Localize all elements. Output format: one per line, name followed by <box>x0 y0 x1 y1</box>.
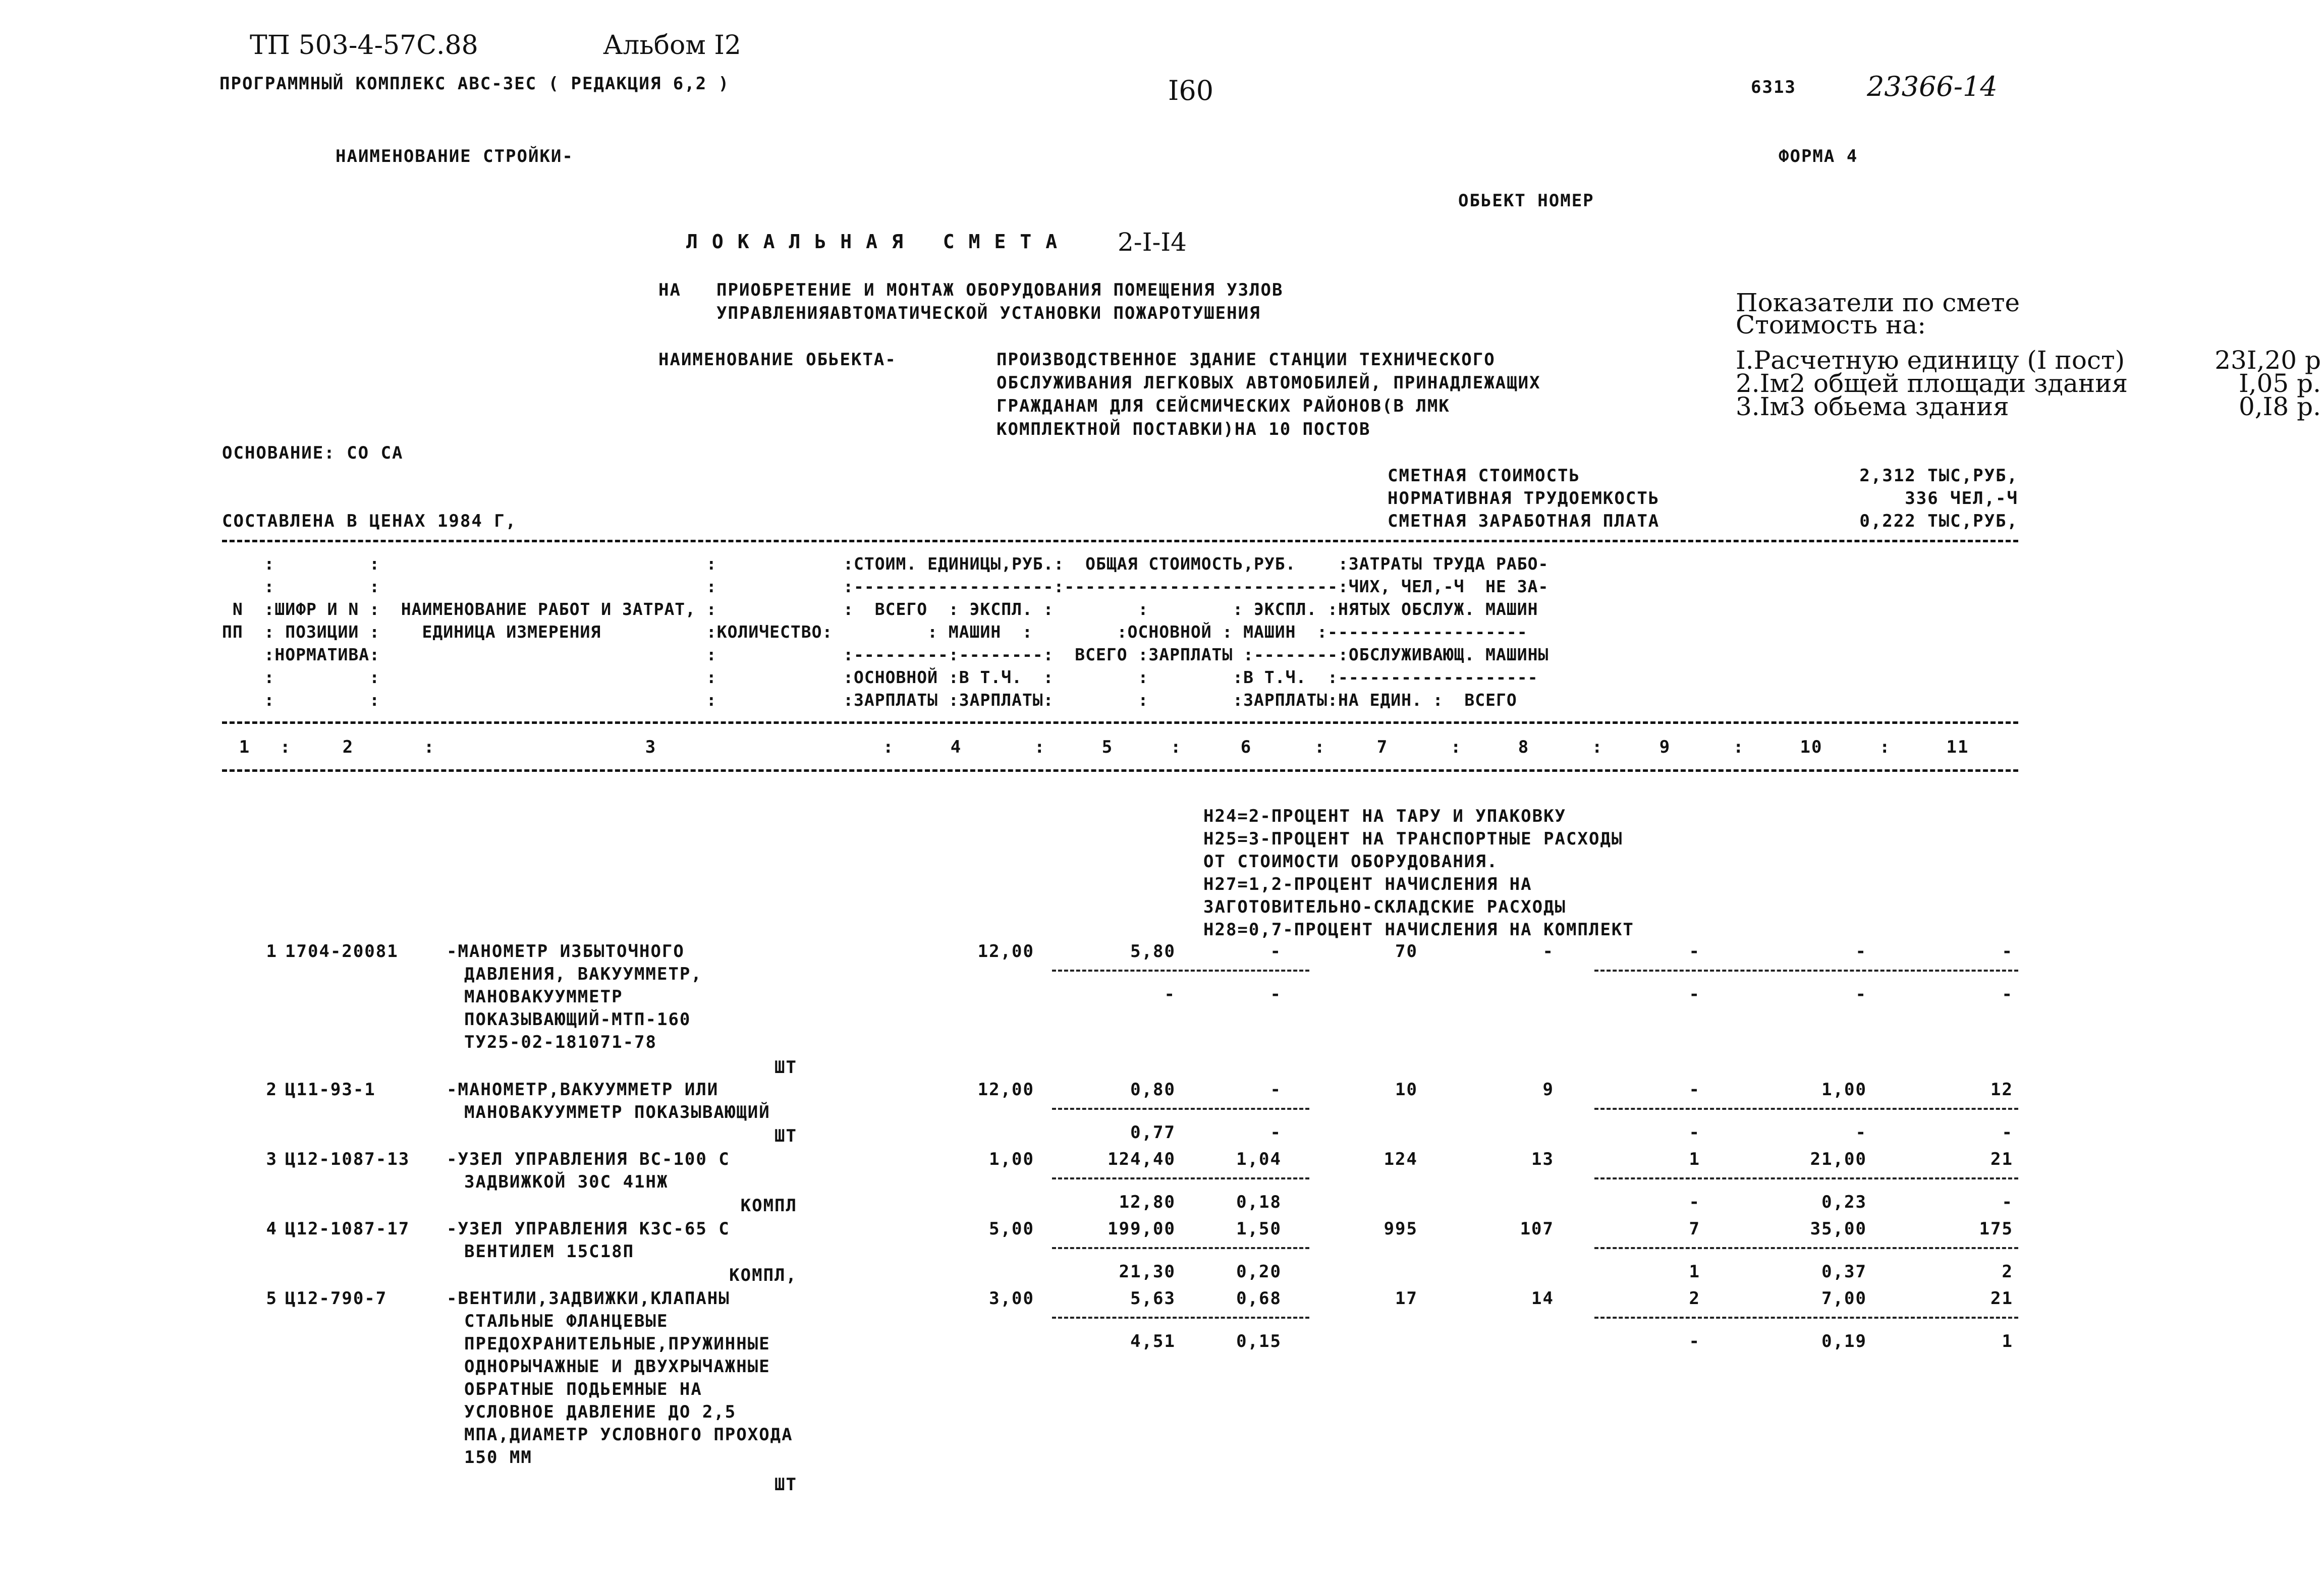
note-line: Н27=1,2-ПРОЦЕНТ НАЧИСЛЕНИЯ НА <box>1203 874 1532 894</box>
indicator-value-3: 0,I8 р. <box>2238 392 2321 421</box>
row-name-line: ПОКАЗЫВАЮЩИЙ-МТП-160 <box>464 1009 691 1030</box>
row-total-wages: 9 <box>1542 1080 1554 1100</box>
row-labor-unit: 1,00 <box>1821 1080 1867 1100</box>
row-sub-labor-total: 1 <box>2002 1331 2013 1351</box>
row-unit-total: 5,63 <box>1130 1288 1176 1309</box>
row-name-line: МПА,ДИАМЕТР УСЛОВНОГО ПРОХОДА <box>464 1425 793 1445</box>
header-bottom-rule <box>222 769 2018 772</box>
for-line-1: ПРИОБРЕТЕНИЕ И МОНТАЖ ОБОРУДОВАНИЯ ПОМЕЩЕНИЯ УЗЛОВ <box>716 280 1284 300</box>
row-sub-machine-wages: 0,20 <box>1236 1262 1282 1282</box>
row-total-wages: 14 <box>1531 1288 1554 1309</box>
tp-code: ТП 503-4-57С.88 <box>250 30 478 61</box>
row-labor-total: 175 <box>1979 1219 2013 1239</box>
row-name-line: -УЗЕЛ УПРАВЛЕНИЯ ВС-100 С <box>447 1149 730 1169</box>
col-number-6: 6 <box>1240 737 1252 757</box>
row-labor-unit: 7,00 <box>1821 1288 1867 1309</box>
note-line: Н25=3-ПРОЦЕНТ НА ТРАНСПОРТНЫЕ РАСХОДЫ <box>1203 829 1623 849</box>
table-header-line: : : : :СТОИМ. ЕДИНИЦЫ,РУБ.: ОБЩАЯ СТОИМОСТЬ,РУБ. :ЗАТРАТЫ ТРУДА РАБО- <box>222 554 1549 574</box>
row-sub-total-machine-wages: - <box>1689 1192 1700 1212</box>
row-sub-machine-wages: 0,18 <box>1236 1192 1282 1212</box>
program-line: ПРОГРАММНЫЙ КОМПЛЕКС АВС-3ЕС ( РЕДАКЦИЯ 6,2 ) <box>219 74 730 94</box>
row-sub-machine-wages: - <box>1270 1122 1282 1143</box>
table-header-line: ПП : ПОЗИЦИИ : ЕДИНИЦА ИЗМЕРЕНИЯ :КОЛИЧЕСТВО: : МАШИН : :ОСНОВНОЙ : МАШИН :------------------- <box>222 622 1528 642</box>
row-name-line: СТАЛЬНЫЕ ФЛАНЦЕВЫЕ <box>464 1311 669 1331</box>
header-mid-rule <box>222 721 2018 724</box>
row-total-machines: 2 <box>1689 1288 1700 1309</box>
document-code: 6313 <box>1751 77 1796 97</box>
row-name-line: -УЗЕЛ УПРАВЛЕНИЯ КЗС-65 С <box>447 1219 730 1239</box>
row-total-machines: - <box>1689 941 1700 962</box>
row-unit: КОМПЛ, <box>729 1265 797 1285</box>
row-labor-total: 21 <box>1990 1288 2013 1309</box>
table-header-line: N :ШИФР И N : НАИМЕНОВАНИЕ РАБОТ И ЗАТРАТ, : : ВСЕГО : ЭКСПЛ. : : : ЭКСПЛ. :НЯТЫХ ОБСЛУЖ. МАШИН <box>222 599 1538 619</box>
row-quantity: 12,00 <box>977 1080 1034 1100</box>
row-sub-labor-unit: 0,37 <box>1821 1262 1867 1282</box>
row-sub-labor-total: - <box>2002 1192 2013 1212</box>
row-sub-wages: 21,30 <box>1119 1262 1176 1282</box>
page-number: I60 <box>1168 75 1214 106</box>
col-number-8: 8 <box>1518 737 1530 757</box>
col-number-11: 11 <box>1946 737 1969 757</box>
row-labor-unit: 21,00 <box>1810 1149 1867 1169</box>
row-name-line: -МАНОМЕТР ИЗБЫТОЧНОГО <box>447 941 685 962</box>
indicator-value-1: 23I,20 р <box>2215 346 2321 375</box>
summary-value-3: 0,222 ТЫС,РУБ, <box>1859 511 2018 531</box>
table-header-line: : : : :ЗАРПЛАТЫ :ЗАРПЛАТЫ: : :ЗАРПЛАТЫ:НА ЕДИН. : ВСЕГО <box>222 690 1517 710</box>
row-unit-machines: 0,68 <box>1236 1288 1282 1309</box>
summary-label-1: СМЕТНАЯ СТОИМОСТЬ <box>1388 466 1580 486</box>
row-name-line: ТУ25-02-181071-78 <box>464 1032 657 1052</box>
object-number-label: ОБЬЕКТ НОМЕР <box>1458 191 1594 211</box>
row-name-line: -ВЕНТИЛИ,ЗАДВИЖКИ,КЛАПАНЫ <box>447 1288 730 1309</box>
summary-label-3: СМЕТНАЯ ЗАРАБОТНАЯ ПЛАТА <box>1388 511 1660 531</box>
estimate-page: ТП 503-4-57С.88 Альбом I2 ПРОГРАММНЫЙ КОМПЛЕКС АВС-3ЕС ( РЕДАКЦИЯ 6,2 ) I60 6313 23366-14 НАИМЕНОВАНИЕ СТРОЙКИ- ФОРМА 4 ОБЬЕКТ НОМЕР ЛОКАЛЬНАЯ СМЕТА 2-I-I4 НА ПРИОБРЕТЕНИЕ И МОНТАЖ ОБОРУДОВАНИЯ ПОМЕЩЕНИЯ УЗЛОВ УПРАВЛЕНИЯАВТОМАТИЧЕСКОЙ УСТАНОВКИ ПОЖАРОТУШЕНИЯ НАИМЕНОВАНИЕ ОБЬЕКТА- ПРОИЗВОДСТВЕННОЕ ЗДАНИЕ СТАНЦИИ ТЕХНИЧЕСКОГО ОБСЛУЖИВАНИЯ ЛЕГКОВЫХ АВТОМОБИЛЕЙ, ПРИНАДЛЕЖАЩИХ ГРАЖДАНАМ ДЛЯ СЕЙСМИЧЕСКИХ РАЙОНОВ(В ЛМК КОМПЛЕКТНОЙ ПОСТАВКИ)НА 10 ПОСТОВ Показатели по смете Стоимость на: I.Расчетную единицу (I пост) 23I,20 р 2.Iм2 общей площади здания I,05 р. 3.Iм3 обьема здания 0,I8 р. ОСНОВАНИЕ: СО СА СМЕТНАЯ СТОИМОСТЬ 2,312 ТЫС,РУБ, НОРМАТИВНАЯ ТРУДОЕМКОСТЬ 336 ЧЕЛ,-Ч СОСТАВЛЕНА В ЦЕНАХ 1984 Г, СМЕТНАЯ ЗАРАБОТНАЯ ПЛАТА 0,222 ТЫС,РУБ, : : : :СТОИМ. ЕДИНИЦЫ,РУБ.: ОБЩАЯ СТОИМОСТЬ,РУБ. :ЗАТРАТЫ ТРУДА РАБО- : : : :-------------------:--------------------------:ЧИХ, ЧЕЛ,-Ч НЕ ЗА- N :ШИФР И N : НАИМЕНОВАНИЕ РАБОТ И ЗАТРАТ, : : ВСЕГО : ЭКСПЛ. : : : ЭКСПЛ. :НЯТЫХ ОБСЛУЖ. МАШИН ПП : ПОЗИЦИИ : ЕДИНИЦА ИЗМЕРЕНИЯ :КОЛИЧЕСТВО: : МАШИН : :ОСНОВНОЙ : МАШИН :------------------- :НОРМАТИВА: : :---------:--------: ВСЕГО :ЗАРПЛАТЫ :--------:ОБСЛУЖИВАЮЩ. МАШИНЫ : : : :ОСНОВНОЙ :В Т.Ч. : : :В Т.Ч. :------------------- : : : :ЗАРПЛАТЫ :ЗАРПЛАТЫ: : :ЗАРПЛАТЫ:НА ЕДИН. : ВСЕГО 1 2 3 4 5 6 7 8 9 10 11 : : : : : : : : : : Н24=2-ПРОЦЕНТ НА ТАРУ И УПАКОВКУ Н25=3-ПРОЦЕНТ НА ТРАНСПОРТНЫЕ РАСХОДЫ ОТ СТОИМОСТИ ОБОРУДОВАНИЯ. Н27=1,2-ПРОЦЕНТ НАЧИСЛЕНИЯ НА ЗАГОТОВИТЕЛЬНО-СКЛАДСКИЕ РАСХОДЫ Н28=0,7-ПРОЦЕНТ НАЧИСЛЕНИЯ НА КОМПЛЕКТ 1 1704-20081 -МАНОМЕТР ИЗБЫТОЧНОГО ДАВЛЕНИЯ, ВАКУУММЕТР, МАНОВАКУУММЕТР ПОКАЗЫВАЮЩИЙ-МТП-160 ТУ25-02-181071-78 ШТ 12,00 5,80 - 70 - - - - - - - - - 2 Ц11-93-1 -МАНОМЕТР,ВАКУУММЕТР ИЛИ МАНОВАКУУММЕТР ПОКАЗЫВАЮЩИЙ ШТ 12,00 0,80 - 10 9 - 1,00 12 0,77 - - - - 3 Ц12-1087-13 -УЗЕЛ УПРАВЛЕНИЯ ВС-100 С ЗАДВИЖКОЙ 30С 41НЖ КОМПЛ 1,00 124,40 1,04 124 13 1 21,00 21 12,80 0,18 - 0,23 - 4 Ц12-1087-17 -УЗЕЛ УПРАВЛЕНИЯ КЗС-65 С ВЕНТИЛЕМ 15С18П КОМПЛ, 5,00 199,00 1,50 995 107 7 35,00 175 21,30 0,20 1 0,37 2 5 Ц12-790-7 -ВЕНТИЛИ,ЗАДВИЖКИ,КЛАПАНЫ СТАЛЬНЫЕ ФЛАНЦЕВЫЕ ПРЕДОХРАНИТЕЛЬНЫЕ,ПРУЖИННЫЕ ОДНОРЫЧАЖНЫЕ И ДВУХРЫЧАЖНЫЕ ОБРАТНЫЕ ПОДЬЕМНЫЕ НА УСЛОВНОЕ ДАВЛЕНИЕ ДО 2,5 МПА,ДИАМЕТР УСЛОВНОГО ПРОХОДА 150 ММ ШТ 3,00 5,63 0,68 17 14 2 7,00 21 4,51 0,15 - 0,19 1 <box>0 0 2324 1579</box>
indicator-label-3: 3.Iм3 обьема здания <box>1736 392 2009 421</box>
row-sub-wages: 0,77 <box>1130 1122 1176 1143</box>
row-sub-total-machine-wages: - <box>1689 984 1700 1004</box>
row-quantity: 3,00 <box>989 1288 1034 1309</box>
for-line-2: УПРАВЛЕНИЯАВТОМАТИЧЕСКОЙ УСТАНОВКИ ПОЖАРОТУШЕНИЯ <box>716 303 1261 323</box>
estimate-number: 2-I-I4 <box>1118 228 1187 257</box>
row-total: 124 <box>1384 1149 1418 1169</box>
row-total-wages: 13 <box>1531 1149 1554 1169</box>
note-line: Н28=0,7-ПРОЦЕНТ НАЧИСЛЕНИЯ НА КОМПЛЕКТ <box>1203 920 1634 940</box>
row-code: 1704-20081 <box>285 941 399 962</box>
row-number: 5 <box>266 1288 278 1309</box>
row-unit-machines: 1,50 <box>1236 1219 1282 1239</box>
col-number-10: 10 <box>1800 737 1823 757</box>
handwritten-number: 23366-14 <box>1867 71 1998 102</box>
table-header <box>222 552 1548 711</box>
row-sub-labor-unit: - <box>1855 1122 1867 1143</box>
row-name-line: УСЛОВНОЕ ДАВЛЕНИЕ ДО 2,5 <box>464 1402 737 1422</box>
row-unit-machines: - <box>1270 1080 1282 1100</box>
row-code: Ц12-1087-13 <box>285 1149 410 1169</box>
row-sub-machine-wages: 0,15 <box>1236 1331 1282 1351</box>
row-quantity: 1,00 <box>989 1149 1034 1169</box>
row-name-line: 150 ММ <box>464 1447 532 1468</box>
row-unit-total: 124,40 <box>1108 1149 1176 1169</box>
row-sub-total-machine-wages: 1 <box>1689 1262 1700 1282</box>
row-name-line: ОБРАТНЫЕ ПОДЬЕМНЫЕ НА <box>464 1379 702 1399</box>
indicators-title-1: Показатели по смете <box>1736 288 2020 317</box>
object-line-3: ГРАЖДАНАМ ДЛЯ СЕЙСМИЧЕСКИХ РАЙОНОВ(В ЛМК <box>997 396 1450 416</box>
col-number-3: 3 <box>645 737 657 757</box>
row-name-line: ЗАДВИЖКОЙ 30С 41НЖ <box>464 1172 669 1192</box>
row-labor-unit: 35,00 <box>1810 1219 1867 1239</box>
col-number-9: 9 <box>1659 737 1671 757</box>
row-unit-machines: - <box>1270 941 1282 962</box>
row-name-line: МАНОВАКУУММЕТР ПОКАЗЫВАЮЩИЙ <box>464 1102 770 1122</box>
row-total-machines: - <box>1689 1080 1700 1100</box>
row-sub-labor-total: - <box>2002 1122 2013 1143</box>
col-number-5: 5 <box>1101 737 1114 757</box>
row-total-wages: 107 <box>1520 1219 1554 1239</box>
album-label: Альбом I2 <box>603 30 741 61</box>
row-total-machines: 7 <box>1689 1219 1700 1239</box>
table-header-line: : : : :ОСНОВНОЙ :В Т.Ч. : : :В Т.Ч. :------------------- <box>222 667 1538 687</box>
row-total: 995 <box>1384 1219 1418 1239</box>
row-labor-total: 21 <box>1990 1149 2013 1169</box>
row-total-wages: - <box>1542 941 1554 962</box>
object-line-1: ПРОИЗВОДСТВЕННОЕ ЗДАНИЕ СТАНЦИИ ТЕХНИЧЕСКОГО <box>997 350 1496 370</box>
row-code: Ц11-93-1 <box>285 1080 376 1100</box>
row-quantity: 12,00 <box>977 941 1034 962</box>
row-total-machines: 1 <box>1689 1149 1700 1169</box>
indicators-title-2: Стоимость на: <box>1736 310 1926 340</box>
table-header-line: :НОРМАТИВА: : :---------:--------: ВСЕГО :ЗАРПЛАТЫ :--------:ОБСЛУЖИВАЮЩ. МАШИНЫ <box>222 645 1549 664</box>
row-sub-machine-wages: - <box>1270 984 1282 1004</box>
row-sub-wages: 12,80 <box>1119 1192 1176 1212</box>
row-labor-unit: - <box>1855 941 1867 962</box>
row-name-line: -МАНОМЕТР,ВАКУУММЕТР ИЛИ <box>447 1080 719 1100</box>
row-total: 70 <box>1395 941 1418 962</box>
table-header-line: : : : :-------------------:--------------------------:ЧИХ, ЧЕЛ,-Ч НЕ ЗА- <box>222 577 1549 596</box>
row-labor-total: - <box>2002 941 2013 962</box>
basis-line: ОСНОВАНИЕ: СО СА <box>222 443 404 463</box>
row-sub-total-machine-wages: - <box>1689 1331 1700 1351</box>
row-number: 4 <box>266 1219 278 1239</box>
indicator-label-1: I.Расчетную единицу (I пост) <box>1736 346 2125 375</box>
row-sub-labor-total: 2 <box>2002 1262 2013 1282</box>
row-total: 10 <box>1395 1080 1418 1100</box>
row-code: Ц12-790-7 <box>285 1288 388 1309</box>
object-line-2: ОБСЛУЖИВАНИЯ ЛЕГКОВЫХ АВТОМОБИЛЕЙ, ПРИНАДЛЕЖАЩИХ <box>997 373 1541 393</box>
form-label: ФОРМА 4 <box>1779 146 1858 166</box>
row-quantity: 5,00 <box>989 1219 1034 1239</box>
col-number-4: 4 <box>950 737 962 757</box>
row-name-line: ВЕНТИЛЕМ 15С18П <box>464 1242 635 1262</box>
row-name-line: ОДНОРЫЧАЖНЫЕ И ДВУХРЫЧАЖНЫЕ <box>464 1357 770 1377</box>
summary-value-1: 2,312 ТЫС,РУБ, <box>1859 466 2018 486</box>
row-unit: ШТ <box>774 1126 797 1146</box>
row-unit-total: 199,00 <box>1108 1219 1176 1239</box>
row-sub-labor-unit: 0,23 <box>1821 1192 1867 1212</box>
row-sub-wages: - <box>1164 984 1176 1004</box>
row-name-line: МАНОВАКУУММЕТР <box>464 987 623 1007</box>
row-total: 17 <box>1395 1288 1418 1309</box>
row-code: Ц12-1087-17 <box>285 1219 410 1239</box>
header-top-rule <box>222 540 2018 542</box>
object-name-label: НАИМЕНОВАНИЕ ОБЬЕКТА- <box>658 350 897 370</box>
row-sub-wages: 4,51 <box>1130 1331 1176 1351</box>
row-number: 3 <box>266 1149 278 1169</box>
row-name-line: ПРЕДОХРАНИТЕЛЬНЫЕ,ПРУЖИННЫЕ <box>464 1334 770 1354</box>
row-unit: ШТ <box>774 1475 797 1495</box>
indicator-value-2: I,05 р. <box>2238 369 2321 398</box>
object-line-4: КОМПЛЕКТНОЙ ПОСТАВКИ)НА 10 ПОСТОВ <box>997 419 1371 439</box>
estimate-title: ЛОКАЛЬНАЯ СМЕТА <box>686 231 1072 253</box>
col-number-1: 1 <box>239 737 251 757</box>
row-sub-labor-total: - <box>2002 984 2013 1004</box>
summary-label-2: НОРМАТИВНАЯ ТРУДОЕМКОСТЬ <box>1388 488 1660 509</box>
row-unit-machines: 1,04 <box>1236 1149 1282 1169</box>
row-number: 2 <box>266 1080 278 1100</box>
col-number-7: 7 <box>1376 737 1389 757</box>
row-unit: ШТ <box>774 1057 797 1078</box>
row-sub-labor-unit: - <box>1855 984 1867 1004</box>
prices-line: СОСТАВЛЕНА В ЦЕНАХ 1984 Г, <box>222 511 517 531</box>
note-line: Н24=2-ПРОЦЕНТ НА ТАРУ И УПАКОВКУ <box>1203 806 1567 826</box>
note-line: ОТ СТОИМОСТИ ОБОРУДОВАНИЯ. <box>1203 852 1499 872</box>
row-unit-total: 5,80 <box>1130 941 1176 962</box>
indicator-label-2: 2.Iм2 общей площади здания <box>1736 369 2128 398</box>
for-label: НА <box>658 280 681 300</box>
row-sub-labor-unit: 0,19 <box>1821 1331 1867 1351</box>
row-sub-total-machine-wages: - <box>1689 1122 1700 1143</box>
construction-name-label: НАИМЕНОВАНИЕ СТРОЙКИ- <box>336 146 574 166</box>
row-number: 1 <box>266 941 278 962</box>
row-unit-total: 0,80 <box>1130 1080 1176 1100</box>
summary-value-2: 336 ЧЕЛ,-Ч <box>1905 488 2018 509</box>
row-labor-total: 12 <box>1990 1080 2013 1100</box>
note-line: ЗАГОТОВИТЕЛЬНО-СКЛАДСКИЕ РАСХОДЫ <box>1203 897 1567 917</box>
col-number-2: 2 <box>342 737 354 757</box>
row-name-line: ДАВЛЕНИЯ, ВАКУУММЕТР, <box>464 964 702 984</box>
row-unit: КОМПЛ <box>740 1196 797 1216</box>
